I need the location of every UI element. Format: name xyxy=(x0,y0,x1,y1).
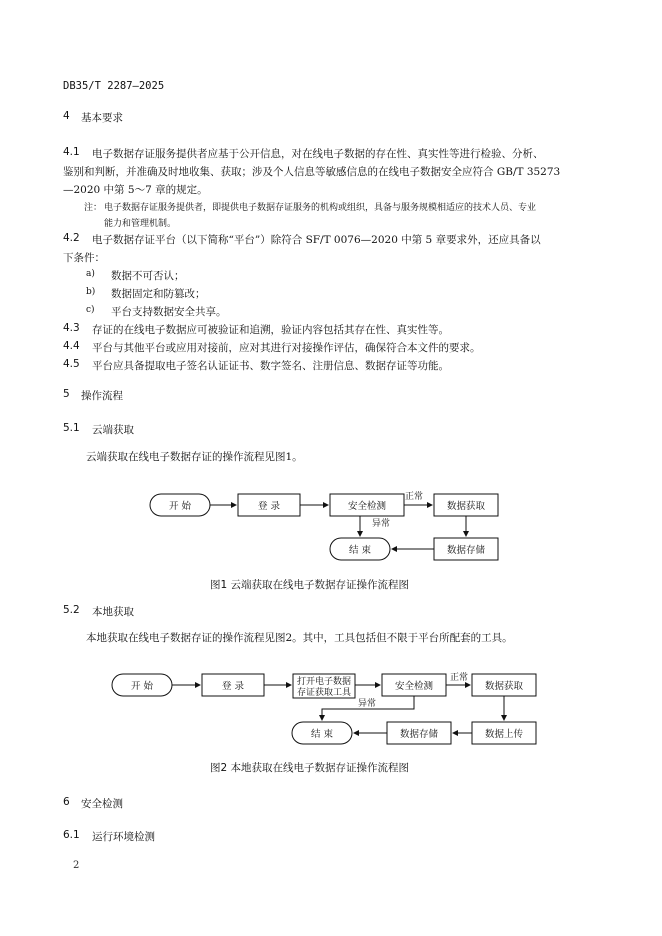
clause-4-2-number: 4.2 xyxy=(63,232,80,244)
figure-1-flowchart xyxy=(0,480,662,570)
fig1-store-label: 数据存储 xyxy=(446,545,486,556)
fig2-upload-label: 数据上传 xyxy=(484,729,524,740)
doc-id: DB35/T 2287—2025 xyxy=(63,80,165,92)
clause-5-2-title: 本地获取 xyxy=(92,606,134,618)
clause-6-1-title: 运行环境检测 xyxy=(92,831,155,843)
clause-4-4-text: 平台与其他平台或应用对接前，应对其进行对接操作评估，确保符合本文件的要求。 xyxy=(92,342,481,354)
list-item-mark: b) xyxy=(86,287,96,297)
fig1-abnormal-label: 异常 xyxy=(371,519,391,529)
clause-4-5-text: 平台应具备提取电子签名认证证书、数字签名、注册信息、数据存证等功能。 xyxy=(92,360,449,372)
clause-5-1-title: 云端获取 xyxy=(92,424,134,436)
section-5-number: 5 xyxy=(63,388,70,400)
page-number: 2 xyxy=(73,860,80,871)
figure-2-flowchart xyxy=(0,664,662,754)
fig1-login-label: 登 录 xyxy=(257,501,281,512)
note-line-2: 能力和管理机制。 xyxy=(104,219,177,229)
list-item-mark: c) xyxy=(86,305,95,315)
fig2-abnormal-label: 异常 xyxy=(357,699,377,709)
clause-5-2-text: 本地获取在线电子数据存证的操作流程见图2。其中，工具包括但不限于平台所配套的工具。 xyxy=(86,632,513,644)
list-item-text: 平台支持数据安全共享。 xyxy=(111,306,227,318)
section-4-title: 基本要求 xyxy=(81,112,123,124)
clause-4-1-line-3: —2020 中第 5～7 章的规定。 xyxy=(63,184,208,196)
clause-5-1-text: 云端获取在线电子数据存证的操作流程见图1。 xyxy=(86,451,303,463)
clause-4-1-number: 4.1 xyxy=(63,146,80,158)
fig2-check-label: 安全检测 xyxy=(394,681,434,692)
clause-4-3-number: 4.3 xyxy=(63,322,80,334)
section-5-title: 操作流程 xyxy=(81,390,123,402)
section-6-number: 6 xyxy=(63,796,70,808)
fig2-store-label: 数据存储 xyxy=(399,729,439,740)
clause-4-1-line-1: 电子数据存证服务提供者应基于公开信息，对在线电子数据的存在性、真实性等进行检验、分析、 xyxy=(92,148,544,160)
fig2-login-label: 登 录 xyxy=(221,681,245,692)
note-line-1: 电子数据存证服务提供者，即提供电子数据存证服务的机构或组织，具备与服务规模相适应的技术人员、专业 xyxy=(104,203,537,213)
clause-4-4-number: 4.4 xyxy=(63,340,80,352)
clause-6-1-number: 6.1 xyxy=(63,829,80,841)
clause-4-2-line-1: 电子数据存证平台（以下简称“平台”）除符合 SF/T 0076—2020 中第 5 章要求外，还应具备以 xyxy=(92,234,541,246)
figure-1-caption: 图1 云端获取在线电子数据存证操作流程图 xyxy=(210,579,410,591)
list-item-text: 数据固定和防篡改； xyxy=(111,288,206,300)
clause-5-1-number: 5.1 xyxy=(63,422,80,434)
figure-2-caption: 图2 本地获取在线电子数据存证操作流程图 xyxy=(210,762,410,774)
list-item-text: 数据不可否认； xyxy=(111,270,185,282)
clause-4-3-text: 存证的在线电子数据应可被验证和追溯，验证内容包括其存在性、真实性等。 xyxy=(92,324,449,336)
clause-4-5-number: 4.5 xyxy=(63,358,80,370)
fig2-normal-label: 正常 xyxy=(449,673,469,683)
clause-4-1-line-2: 鉴别和判断，并准确及时地收集、获取；涉及个人信息等敏感信息的在线电子数据安全应符合 GB/T 35273 xyxy=(63,166,561,178)
section-6-title: 安全检测 xyxy=(81,798,123,810)
clause-5-2-number: 5.2 xyxy=(63,604,80,616)
fig1-fetch-label: 数据获取 xyxy=(446,501,486,512)
fig2-end-label: 结 束 xyxy=(310,729,334,740)
fig2-start-label: 开 始 xyxy=(130,681,154,692)
section-4-number: 4 xyxy=(63,110,70,122)
fig1-check-label: 安全检测 xyxy=(347,501,387,512)
fig2-tool-label-2: 存证获取工具 xyxy=(296,688,352,698)
note-label: 注： xyxy=(84,203,103,213)
fig1-start-label: 开 始 xyxy=(168,501,192,512)
fig1-normal-label: 正常 xyxy=(404,492,424,502)
fig2-tool-label-1: 打开电子数据 xyxy=(296,677,352,687)
clause-4-2-line-2: 下条件： xyxy=(63,252,105,264)
list-item-mark: a) xyxy=(86,269,95,279)
fig1-end-label: 结 束 xyxy=(348,545,372,556)
fig2-fetch-label: 数据获取 xyxy=(484,681,524,692)
